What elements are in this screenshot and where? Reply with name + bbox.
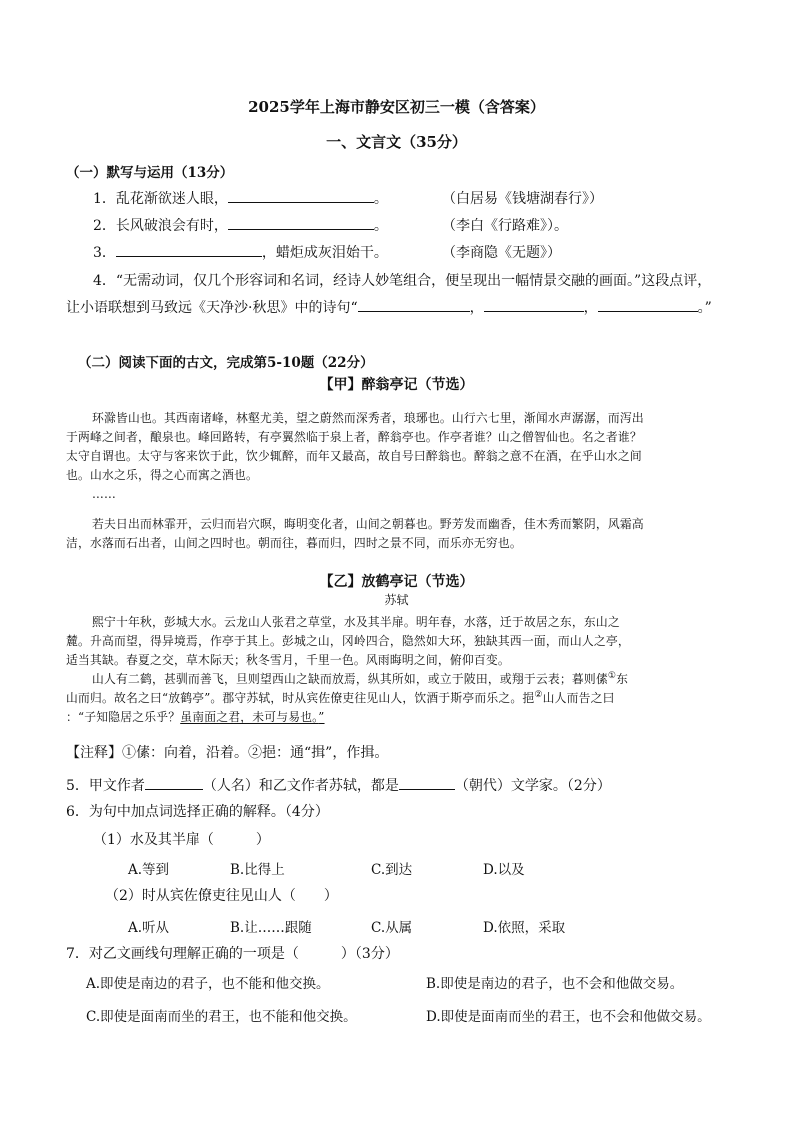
question-3 — [93, 242, 388, 262]
q2-source: （李白《行路难》）。 — [442, 218, 568, 234]
q4-sep: ， — [583, 300, 598, 316]
option-d: D.即使是面南而坐的君王，也不会和他做交易。 — [426, 1009, 711, 1025]
passage-yi-line: 适当其缺。春夏之交，草木际天；秋冬雪月，千里一色。风雨晦明之间，俯仰百变。 — [66, 653, 510, 667]
q1-text: 1．乱花渐欲迷人眼， — [93, 191, 228, 207]
answer-blank — [116, 242, 262, 257]
q4-text: 让小语联想到马致远《天净沙·秋思》中的诗句“ — [66, 300, 358, 316]
yi-line-text: 山人有二鹤，甚驯而善飞，旦则望西山之缺而放焉，纵其所如，或立于陂田，或翔于云表；暮则傃 — [92, 672, 608, 686]
passage-yi-line: 麓。升高而望，得异境焉，作亭于其上。彭城之山，冈岭四合，隐然如大环，独缺其西一面，而山人之亭， — [66, 634, 630, 648]
q1-end: 。 — [373, 191, 388, 207]
answer-blank — [228, 215, 374, 230]
yi-line-text: 山而归。故名之曰“放鹤亭”。郡守苏轼，时从宾佐僚吏往见山人，饮酒于斯亭而乐之。挹 — [66, 691, 535, 705]
passage-yi-line — [66, 689, 615, 706]
answer-blank — [399, 775, 455, 790]
part2-heading: （二）阅读下面的古文，完成第5-10题（22分） — [78, 355, 374, 371]
document-title: 2025学年上海市静安区初三一模（含答案） — [248, 98, 545, 116]
yi-line-text: 东 — [616, 672, 629, 686]
question-4-line2 — [66, 297, 712, 317]
option-c: C.从属 — [371, 920, 413, 936]
question-7: 7．对乙文画线句理解正确的一项是（ ）（3分） — [66, 946, 399, 962]
passage-jia-title: 【甲】醉翁亭记（节选） — [319, 377, 474, 393]
passage-jia-line: 若夫日出而林霏开，云归而岩穴暝，晦明变化者，山间之朝暮也。野芳发而幽香，佳木秀而繁阴，风霜高 — [92, 517, 644, 531]
answer-blank — [228, 188, 374, 203]
q5-text: 5．甲文作者 — [66, 778, 145, 794]
q5-text: （人名）和乙文作者苏轼，都是 — [202, 778, 399, 794]
q3-num: 3． — [93, 245, 116, 261]
option-a: A.即使是南边的君子，也不能和他交换。 — [86, 976, 330, 992]
option-b: B.让……跟随 — [230, 920, 312, 936]
option-c: C.到达 — [371, 862, 413, 878]
passage-yi-title: 【乙】放鹤亭记（节选） — [319, 574, 474, 590]
option-d: D.依照，采取 — [483, 920, 566, 936]
q5-text: （朝代）文学家。（2分） — [454, 778, 611, 794]
yi-line-text: ” — [318, 710, 325, 724]
question-1 — [93, 188, 388, 208]
yi-line-text: ：“子知隐居之乐乎？ — [66, 710, 181, 724]
question-6-1: （1）水及其半扉（ ） — [93, 832, 270, 848]
question-6: 6．为句中加点词选择正确的解释。（4分） — [66, 804, 329, 820]
passage-yi-line — [66, 708, 325, 725]
q2-text: 2．长风破浪会有时， — [93, 218, 228, 234]
note-marker: ① — [607, 671, 617, 682]
q3-end: ，蜡炬成灰泪始干。 — [261, 245, 388, 261]
passage-yi-line — [92, 670, 628, 687]
question-5 — [66, 775, 611, 795]
note-marker: ② — [534, 690, 543, 701]
question-2 — [93, 215, 388, 235]
passage-jia-line: 洁，水落而石出者，山间之四时也。朝而往，暮而归，四时之景不同，而乐亦无穷也。 — [66, 536, 522, 550]
q4-end: 。” — [697, 300, 712, 316]
yi-line-text: 山人而告之曰 — [542, 691, 615, 705]
option-a: A.等到 — [128, 862, 170, 878]
passage-jia-line: 环滁皆山也。其西南诸峰，林壑尤美，望之蔚然而深秀者，琅琊也。山行六七里，渐闻水声潺潺，而泻出 — [92, 411, 644, 425]
passage-yi-line: 熙宁十年秋，彭城大水。云龙山人张君之草堂，水及其半扉。明年春，水落，迁于故居之东，东山之 — [92, 615, 620, 629]
passage-jia-line: 也。山水之乐，得之心而寓之酒也。 — [66, 468, 258, 482]
q2-end: 。 — [373, 218, 388, 234]
notes: 【注释】①傃：向着，沿着。②挹：通“揖”，作揖。 — [66, 745, 389, 761]
answer-blank — [484, 297, 584, 312]
q3-source: （李商隐《无题》） — [442, 245, 561, 261]
answer-blank — [598, 297, 698, 312]
option-a: A.听从 — [128, 920, 170, 936]
option-b: B.即使是南边的君子，也不会和他做交易。 — [426, 976, 684, 992]
ellipsis: …… — [92, 487, 116, 501]
answer-blank — [358, 297, 470, 312]
q4-sep: ， — [469, 300, 484, 316]
part1-heading: （一）默写与运用（13分） — [66, 165, 234, 181]
passage-jia-line: 太守自谓也。太守与客来饮于此，饮少辄醉，而年又最高，故自号曰醉翁也。醉翁之意不在酒，在乎山水之间 — [66, 449, 642, 463]
passage-jia-line: 于两峰之间者，酿泉也。峰回路转，有亭翼然临于泉上者，醉翁亭也。作亭者谁？山之僧智仙也。名之者谁？ — [66, 430, 642, 444]
option-d: D.以及 — [483, 862, 525, 878]
question-6-2: （2）时从宾佐僚吏往见山人（ ） — [105, 888, 338, 904]
option-b: B.比得上 — [230, 862, 285, 878]
answer-blank — [145, 775, 203, 790]
q1-source: （白居易《钱塘湖春行》） — [442, 191, 603, 207]
option-c: C.即使是面南而坐的君王，也不能和他交换。 — [86, 1009, 357, 1025]
passage-yi-author: 苏轼 — [384, 593, 409, 607]
section-heading: 一、文言文（35分） — [326, 133, 467, 151]
question-4-line1: 4．“无需动词，仅几个形容词和名词，经诗人妙笔组合，便呈现出一幅情景交融的画面。”这段点评， — [93, 273, 712, 289]
underlined-sentence: 虽南面之君，未可与易也。 — [180, 710, 319, 724]
